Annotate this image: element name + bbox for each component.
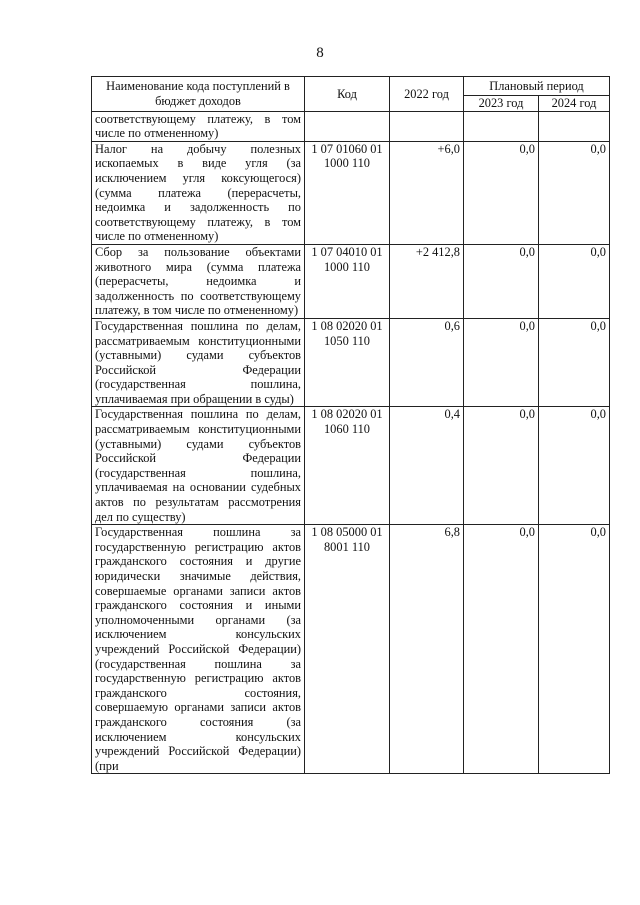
table-row bbox=[92, 407, 610, 525]
cell-code: 1 08 02020 01 1060 110 bbox=[305, 407, 390, 525]
header-2024: 2024 год bbox=[539, 96, 610, 112]
cell-2024: 0,0 bbox=[539, 525, 610, 774]
table-row bbox=[92, 525, 610, 774]
cell-code: 1 08 02020 01 1050 110 bbox=[305, 318, 390, 407]
header-2022: 2022 год bbox=[390, 77, 464, 112]
cell-name: Государственная пошлина за государственную регистрацию актов гражданского состояния и другие юридически значимые действия, совершаемые органами записи актов гражданского состояния и иными уполномоченными органами (за исключением консульских учреждений Российской Федерации) (государственная пошлина за государственную регистрацию актов гражданского состояния, совершаемую органами записи актов гражданского состояния (за исключением консульских учреждений Российской Федерации) (при bbox=[92, 525, 305, 774]
table-header-row bbox=[92, 77, 610, 96]
cell-2024: 0,0 bbox=[539, 318, 610, 407]
page-number: 8 bbox=[316, 45, 324, 61]
revenue-table bbox=[91, 76, 610, 774]
cell-name: Государственная пошлина по делам, рассматриваемым конституционными (уставными) судами субъектов Российской Федерации (государственная пошлина, уплачиваемая на основании судебных актов по результатам рассмотрения дел по существу) bbox=[92, 407, 305, 525]
header-code: Код bbox=[305, 77, 390, 112]
cell-code: 1 07 01060 01 1000 110 bbox=[305, 141, 390, 244]
cell-code: 1 07 04010 01 1000 110 bbox=[305, 244, 390, 318]
header-planned-period: Плановый период bbox=[464, 77, 610, 96]
cell-2022: 0,4 bbox=[390, 407, 464, 525]
cell-2022: +6,0 bbox=[390, 141, 464, 244]
cell-2023: 0,0 bbox=[464, 318, 539, 407]
cell-2024 bbox=[539, 111, 610, 141]
cell-2023: 0,0 bbox=[464, 141, 539, 244]
cell-name: Налог на добычу полезных ископаемых в виде угля (за исключением угля коксующегося) (сумма платежа (перерасчеты, недоимка и задолженность по соответствующему платежу, в том числе по отмененному) bbox=[92, 141, 305, 244]
table-row bbox=[92, 244, 610, 318]
cell-2023 bbox=[464, 111, 539, 141]
table-row bbox=[92, 318, 610, 407]
table-row-continuation bbox=[92, 111, 610, 141]
header-2023: 2023 год bbox=[464, 96, 539, 112]
cell-2022: 0,6 bbox=[390, 318, 464, 407]
cell-2023: 0,0 bbox=[464, 244, 539, 318]
cell-2023: 0,0 bbox=[464, 407, 539, 525]
cell-2022 bbox=[390, 111, 464, 141]
header-name: Наименование кода поступлений в бюджет доходов bbox=[92, 77, 305, 112]
cell-2024: 0,0 bbox=[539, 141, 610, 244]
table-row bbox=[92, 141, 610, 244]
cell-2022: +2 412,8 bbox=[390, 244, 464, 318]
cell-name: Государственная пошлина по делам, рассматриваемым конституционными (уставными) судами субъектов Российской Федерации (государственная пошлина, уплачиваемая при обращении в суды) bbox=[92, 318, 305, 407]
cell-2023: 0,0 bbox=[464, 525, 539, 774]
cell-2022: 6,8 bbox=[390, 525, 464, 774]
cell-2024: 0,0 bbox=[539, 407, 610, 525]
cell-name: Сбор за пользование объектами животного мира (сумма платежа (перерасчеты, недоимка и задолженность по соответствующему платежу, в том числе по отмененному) bbox=[92, 244, 305, 318]
cell-code: 1 08 05000 01 8001 110 bbox=[305, 525, 390, 774]
cell-2024: 0,0 bbox=[539, 244, 610, 318]
cell-code bbox=[305, 111, 390, 141]
cell-name: соответствующему платежу, в том числе по отмененному) bbox=[92, 111, 305, 141]
